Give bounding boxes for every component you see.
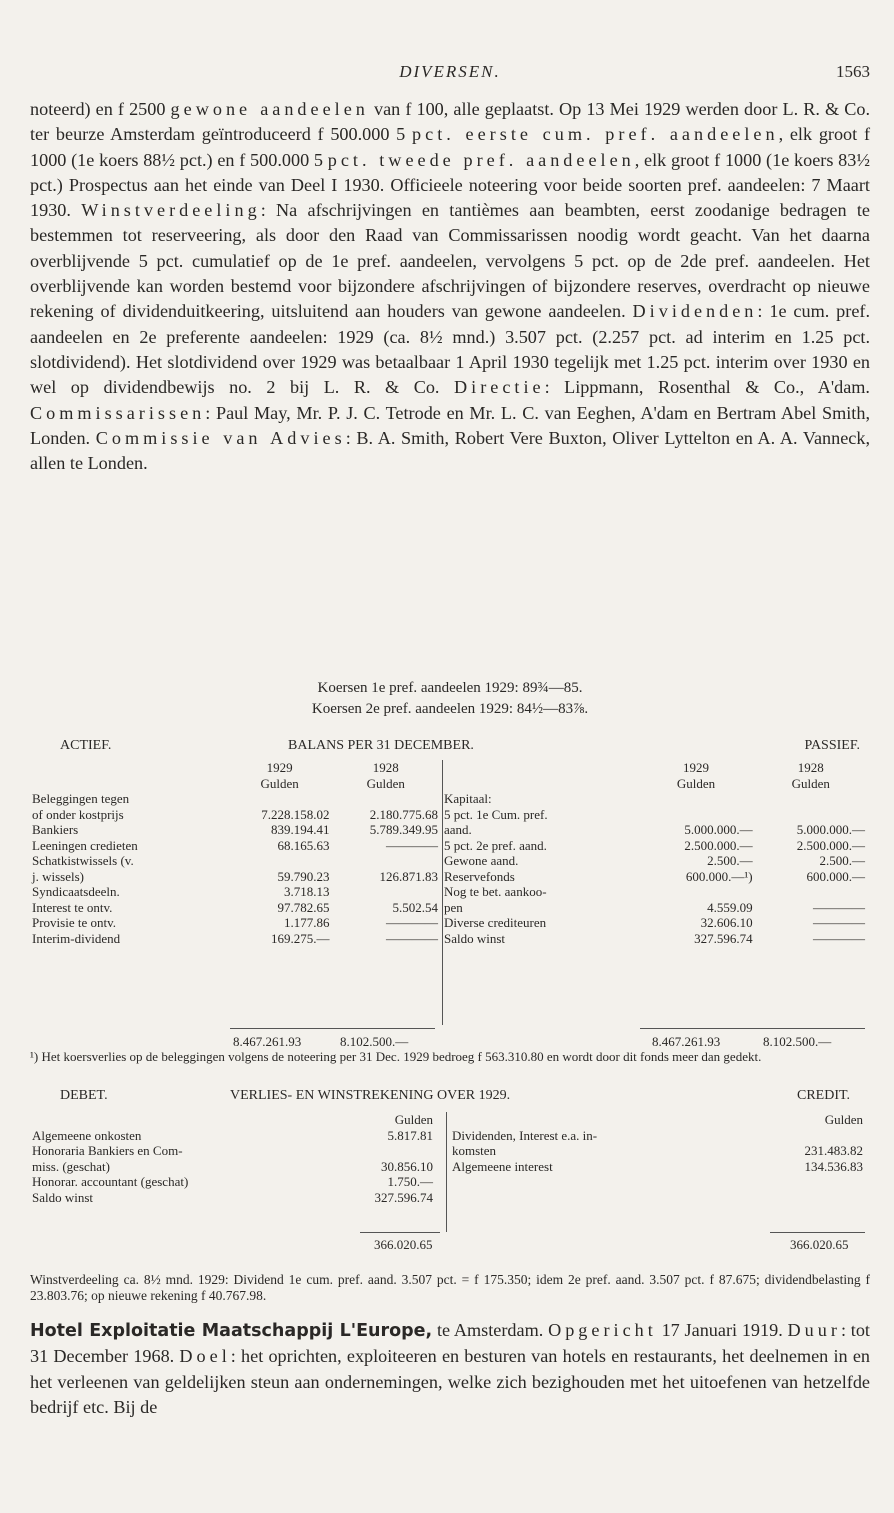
unit-label: Gulden [824, 1112, 863, 1127]
value-1929: 7.228.158.02 [261, 806, 330, 822]
value-1929: 839.194.41 [270, 822, 330, 837]
profit-distribution: Winstverdeeling ca. 8½ mnd. 1929: Dividend 1e cum. pref. aand. 3.507 pct. = f 175.350; idem 2e pref. aand. 3.507 pct. f 87.675; dividendbelasting f 23.803.76; op nieuwe rekening f 40.767.98. [30, 1272, 870, 1303]
value-1929 [228, 791, 332, 807]
table-row [30, 1143, 435, 1159]
table-row [442, 931, 867, 947]
value-1929: 68.165.63 [277, 837, 330, 853]
text-run: : tot 31 December 1968. [30, 1320, 870, 1367]
balance-title: BALANS PER 31 DECEMBER. [288, 738, 474, 753]
row-value: 327.596.74 [374, 1189, 433, 1205]
table-row [442, 822, 867, 838]
value-1928: ———— [386, 837, 438, 853]
value-1928 [755, 807, 867, 823]
value-1929: 327.596.74 [694, 930, 753, 946]
row-label: Honoraria Bankiers en Com- [32, 1143, 183, 1158]
balance-header [30, 738, 870, 756]
table-row [30, 915, 440, 931]
unit-label: Gulden [676, 775, 716, 791]
table-row [30, 1159, 435, 1175]
spaced-term: Duur [787, 1320, 841, 1340]
value-1928: ———— [386, 915, 438, 930]
value-1928: 5.789.349.95 [369, 822, 438, 837]
row-label: Saldo winst [32, 1189, 94, 1205]
value-1928: 126.871.83 [379, 868, 438, 884]
credit-heading: CREDIT. [796, 1088, 850, 1103]
table-row [442, 838, 867, 854]
table-row [442, 900, 867, 916]
value-1929 [637, 884, 754, 900]
value-1928: 2.500.000.— [796, 837, 865, 853]
column-divider [446, 1112, 447, 1232]
value-1929 [637, 791, 754, 807]
unit-label: Gulden [394, 1112, 433, 1127]
row-label: Algemeene interest [452, 1158, 553, 1174]
row-label: Interim-dividend [32, 930, 121, 946]
row-label: Gewone aand. [444, 853, 519, 868]
value-1928: ———— [386, 930, 438, 946]
passief-total-1929: 8.467.261.93 [652, 1034, 721, 1049]
spaced-term: Commissie van Advies [95, 427, 346, 448]
table-row [442, 869, 867, 885]
value-1928 [331, 884, 440, 900]
value-1928: 2.500.— [819, 853, 865, 868]
text-run: , elk groot f 1000 (1e koers 83½ pct.) Prospectus aan het einde van Deel I 1930. Officieele noteering voor beide soorten pref. aandeelen: 7 Maart 1930. [30, 149, 870, 221]
row-label: pen [444, 899, 463, 915]
table-row [450, 1128, 865, 1144]
column-unit-row [450, 1112, 865, 1128]
text-run: : het oprichten, exploiteeren en besturen van hotels en restaurants, het deelnemen in en het verleenen van geldelijken steun aan ondernemingen, welke zich bezighouden met het uitoefenen van hetzelfde bedrijf etc. Bij de [30, 1346, 870, 1417]
total-rule [230, 1028, 435, 1029]
spaced-term: Directie [454, 377, 545, 398]
profit-loss-title: VERLIES- EN WINSTREKENING OVER 1929. [230, 1088, 511, 1103]
page-header [30, 62, 870, 88]
value-1929: 2.500.— [707, 853, 753, 868]
table-row [442, 853, 867, 869]
spaced-term: Opgericht [548, 1320, 657, 1340]
value-1928 [755, 884, 867, 900]
value-1929: 2.500.000.— [684, 837, 753, 853]
page-number: 1563 [836, 62, 870, 81]
table-row [442, 884, 867, 900]
passief-heading: PASSIEF. [804, 738, 860, 753]
row-value [774, 1128, 865, 1144]
table-row [450, 1143, 865, 1159]
text-run: 17 Januari 1919. [656, 1320, 788, 1340]
text-run: : Paul May, Mr. P. J. C. Tetrode en Mr. L. C. van Eeghen, A'dam en Bertram Abel Smith, Londen. [30, 402, 870, 448]
text-run: : B. A. Smith, Robert Vere Buxton, Oliver Lyttelton en A. A. Vanneck, allen te Londen. [30, 427, 870, 474]
year-1929: 1929 [266, 760, 293, 775]
column-year-row [30, 760, 440, 776]
value-1928: 600.000.— [806, 868, 865, 884]
debet-table [30, 1112, 442, 1205]
value-1929: 169.275.— [270, 930, 330, 946]
row-label: 5 pct. 2e pref. aand. [444, 837, 547, 853]
share-prices [30, 678, 870, 720]
row-label: of onder kostprijs [32, 806, 124, 822]
row-label: 5 pct. 1e Cum. pref. [444, 806, 548, 822]
row-value: 30.856.10 [381, 1158, 433, 1174]
table-row [30, 1128, 435, 1144]
spaced-term: gewone aandeelen [170, 99, 369, 119]
value-1929 [228, 853, 332, 869]
balance-totals [30, 1034, 870, 1050]
row-label: Provisie te ontv. [32, 915, 117, 930]
unit-label: Gulden [791, 775, 830, 791]
profit-loss-totals [30, 1237, 870, 1253]
year-1928: 1928 [797, 760, 824, 775]
value-1929: 97.782.65 [277, 899, 330, 915]
row-value: 134.536.83 [804, 1158, 863, 1174]
value-1928: 2.180.775.68 [369, 806, 438, 822]
row-label: Syndicaatsdeeln. [32, 884, 120, 899]
row-label: Honorar. accountant (geschat) [32, 1174, 189, 1189]
table-row [442, 915, 867, 931]
total-rule [360, 1232, 440, 1233]
value-1928: 5.502.54 [392, 899, 438, 915]
value-1928 [331, 791, 440, 807]
table-row [30, 1190, 435, 1206]
text-run: van f 100, alle geplaatst. Op 13 Mei 1929 werden door L. R. & Co. ter beurze Amsterdam geïntroduceerd f 500.000 5 [30, 99, 870, 145]
value-1929: 32.606.10 [700, 915, 753, 930]
description-paragraph [30, 97, 870, 476]
column-unit-row [30, 776, 440, 792]
row-label: Dividenden, Interest e.a. in- [452, 1127, 598, 1143]
column-unit-row [30, 1112, 435, 1128]
row-label: komsten [452, 1143, 497, 1158]
table-row [30, 869, 440, 885]
row-label: Nog te bet. aankoo- [444, 884, 547, 899]
balance-footnote: ¹) Het koersverlies op de beleggingen volgens de noteering per 31 Dec. 1929 bedroeg f 563.310.80 en wordt door dit fonds meer dan gedekt. [30, 1049, 762, 1064]
row-label: aand. [444, 822, 472, 837]
text-run: te Amsterdam. [432, 1320, 549, 1340]
table-row [442, 807, 867, 823]
table-row [30, 822, 440, 838]
table-row [30, 807, 440, 823]
hotel-entry [30, 1318, 870, 1420]
table-row [30, 791, 440, 807]
price-line: Koersen 2e pref. aandeelen 1929: 84½—83⅞. [311, 701, 589, 717]
debet-total: 366.020.65 [374, 1237, 433, 1252]
text-run: , elk groot f 1000 (1e koers 88½ pct.) en f 500.000 5 [30, 124, 871, 170]
value-1928: ———— [813, 899, 865, 915]
row-label: Algemeene onkosten [32, 1127, 142, 1143]
value-1929: 1.177.86 [283, 915, 330, 930]
row-label: Schatkistwissels (v. [32, 853, 134, 868]
year-1929: 1929 [683, 760, 710, 775]
spaced-term: Doel [179, 1346, 231, 1367]
text-run: noteerd) en f 2500 [30, 99, 171, 119]
company-name: Hotel Exploitatie Maatschappij L'Europe, [30, 1321, 433, 1341]
table-row [30, 884, 440, 900]
value-1928: ———— [813, 930, 865, 946]
row-label: Saldo winst [444, 930, 506, 946]
spaced-term: Commissarissen [30, 402, 206, 423]
passief-table [442, 760, 872, 946]
row-value: 1.750.— [387, 1174, 433, 1189]
row-label: Bankiers [32, 822, 79, 837]
total-rule [770, 1232, 865, 1233]
column-year-row [442, 760, 867, 776]
row-value: 231.483.82 [804, 1143, 863, 1158]
table-row [30, 853, 440, 869]
unit-label: Gulden [260, 775, 299, 791]
actief-table [30, 760, 440, 946]
total-rule [640, 1028, 865, 1029]
value-1929: 59.790.23 [277, 868, 330, 884]
table-row [450, 1159, 865, 1175]
value-1929 [637, 807, 754, 823]
spaced-term: Dividenden [632, 301, 758, 322]
text-run: : Na afschrijvingen en tantièmes aan beambten, eerst zoodanige bedragen te bestemmen tot reserveering, als door den Raad van Commissarissen noodig wordt geacht. Van het daarna overblijvende 5 pct. cumulatief op de 1e pref. aandeelen, vervolgens 5 pct. op de 2de pref. aandeelen. Het overblijvende kan worden bestemd voor bijzondere afschrijvingen of bijzondere reserves, overdracht op nieuwe rekening of dividenduitkeering, uitsluitend aan houders van gewone aandeelen. [30, 200, 870, 322]
value-1928 [331, 853, 440, 869]
row-label: Reservefonds [444, 868, 515, 884]
spaced-term: pct. eerste cum. pref. aandeelen [412, 124, 779, 145]
row-label: Leeningen credieten [32, 837, 138, 853]
value-1929: 4.559.09 [707, 899, 753, 915]
unit-label: Gulden [366, 775, 405, 791]
actief-total-1928: 8.102.500.— [340, 1034, 409, 1049]
value-1928: ———— [813, 915, 865, 930]
row-label: Interest te ontv. [32, 899, 113, 915]
text-run: : Lippmann, Rosenthal & Co., A'dam. [544, 377, 870, 398]
column-unit-row [442, 776, 867, 792]
value-1928 [755, 791, 867, 807]
table-row [30, 900, 440, 916]
value-1929: 3.718.13 [283, 884, 330, 899]
table-row [442, 791, 867, 807]
value-1929: 600.000.—¹) [685, 868, 753, 884]
spaced-term: Winstverdeeling [81, 200, 261, 221]
price-line: Koersen 1e pref. aandeelen 1929: 89¾—85. [317, 680, 583, 696]
profit-loss-header [30, 1088, 870, 1106]
row-value [334, 1143, 435, 1159]
credit-total: 366.020.65 [790, 1237, 849, 1252]
spaced-term: pct. tweede pref. aandeelen [327, 149, 635, 170]
company-description [30, 97, 870, 476]
section-title: DIVERSEN. [399, 62, 501, 81]
table-row [30, 931, 440, 947]
table-row [30, 838, 440, 854]
row-label: Beleggingen tegen [32, 791, 130, 806]
table-row [30, 1174, 435, 1190]
debet-heading: DEBET. [60, 1088, 108, 1103]
actief-total-1929: 8.467.261.93 [233, 1034, 302, 1049]
row-value: 5.817.81 [387, 1127, 433, 1143]
document-page [30, 0, 870, 1513]
actief-heading: ACTIEF. [60, 738, 112, 753]
passief-total-1928: 8.102.500.— [763, 1034, 832, 1049]
credit-table [450, 1112, 870, 1174]
row-label: Diverse crediteuren [444, 915, 547, 930]
value-1929: 5.000.000.— [684, 822, 753, 837]
text-run: : 1e cum. pref. aandeelen en 2e preferente aandeelen: 1929 (ca. 8½ mnd.) 3.507 pct. (2.257 pct. ad interim en 1.25 pct. slotdividend). Het slotdividend over 1929 was betaalbaar 1 April 1930 tegelijk met 1.25 pct. interim over 1930 en wel op dividendbewijs no. 2 bij L. R. & Co. [30, 301, 871, 398]
year-1928: 1928 [372, 760, 399, 775]
value-1928: 5.000.000.— [796, 822, 865, 837]
row-label: miss. (geschat) [32, 1158, 110, 1174]
row-label: Kapitaal: [444, 791, 492, 806]
row-label: j. wissels) [32, 868, 84, 884]
